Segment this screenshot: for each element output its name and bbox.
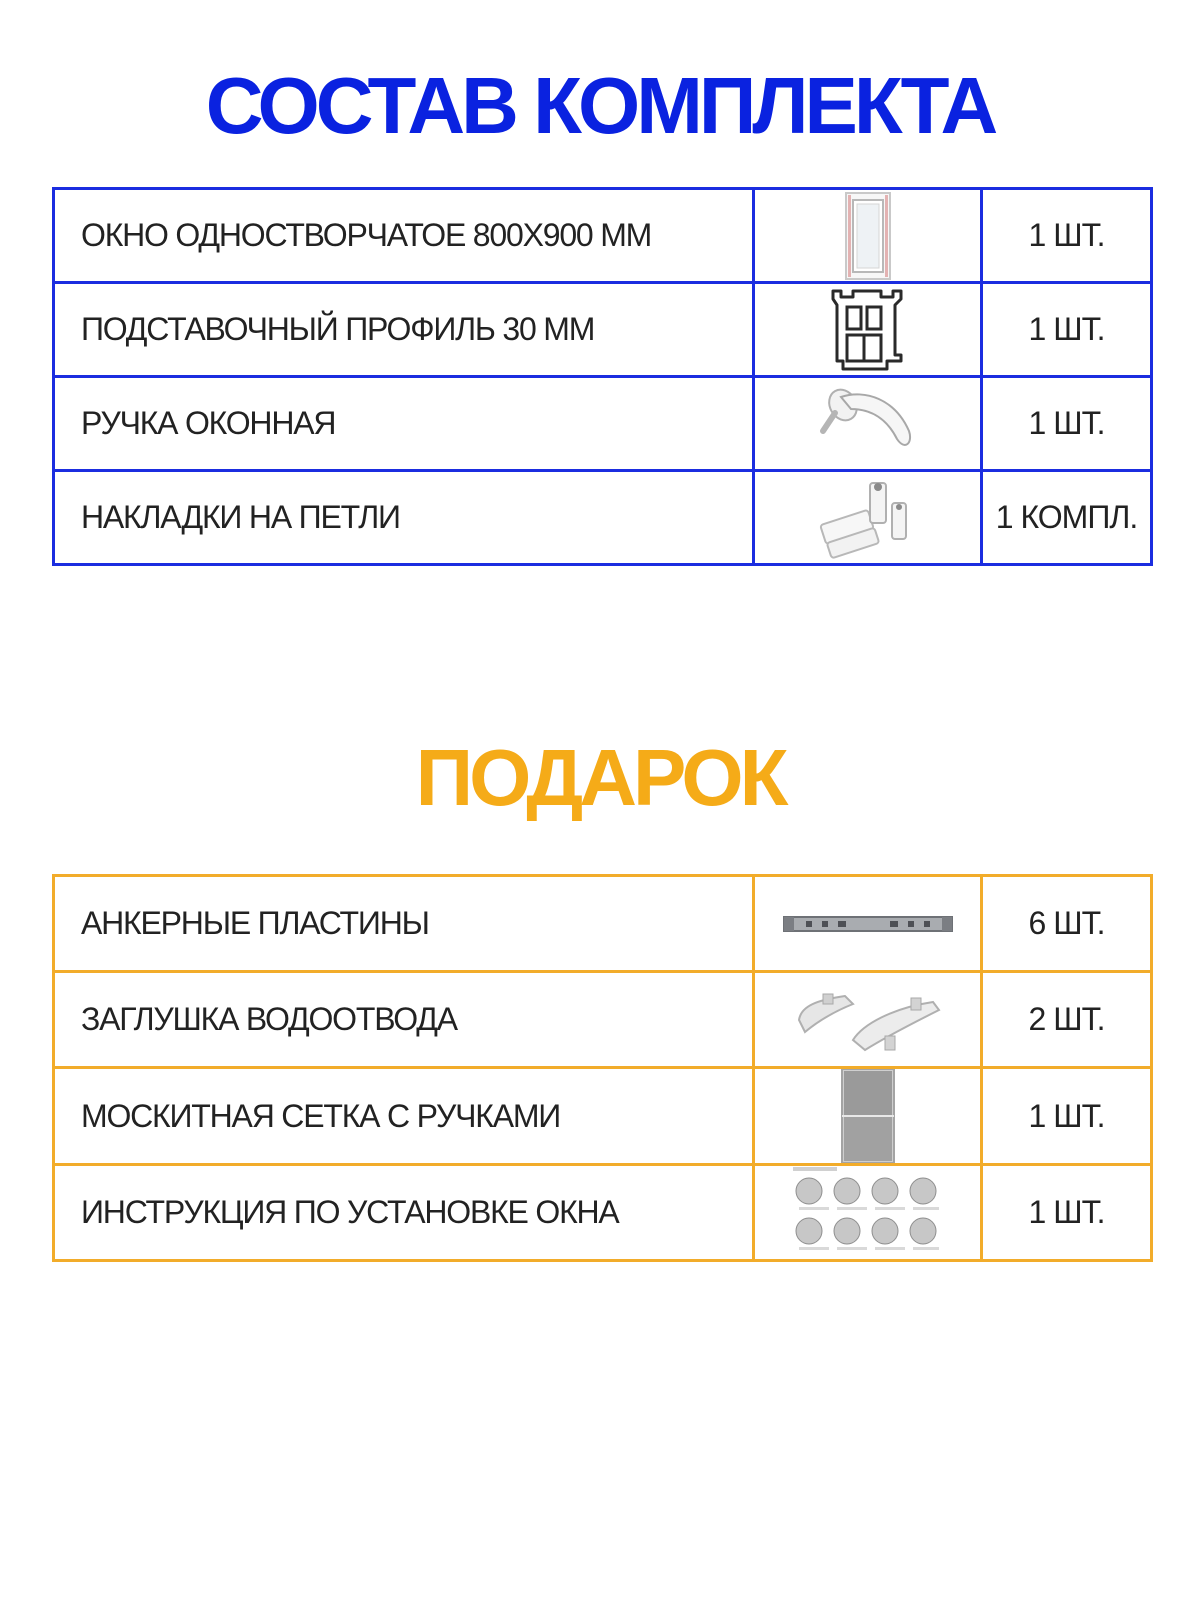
table-row	[54, 283, 1152, 377]
item-qty: 1 ШТ.	[982, 1068, 1152, 1165]
drain-cap-icon	[793, 980, 943, 1060]
item-image	[754, 1068, 982, 1165]
item-image	[754, 972, 982, 1068]
gift-table	[52, 874, 1153, 1262]
window-icon	[843, 191, 893, 281]
profile-icon	[823, 285, 913, 375]
item-image	[754, 377, 982, 471]
item-name: АНКЕРНЫЕ ПЛАСТИНЫ	[54, 876, 754, 972]
table-row	[54, 471, 1152, 565]
item-qty: 1 ШТ.	[982, 1165, 1152, 1261]
item-qty: 1 ШТ.	[982, 283, 1152, 377]
item-qty: 1 ШТ.	[982, 377, 1152, 471]
item-name: ИНСТРУКЦИЯ ПО УСТАНОВКЕ ОКНА	[54, 1165, 754, 1261]
item-name: ЗАГЛУШКА ВОДООТВОДА	[54, 972, 754, 1068]
instruction-icon	[793, 1167, 943, 1259]
item-image	[754, 189, 982, 283]
handle-icon	[813, 379, 923, 469]
kit-table	[52, 187, 1153, 566]
item-name: ПОДСТАВОЧНЫЙ ПРОФИЛЬ 30 ММ	[54, 283, 754, 377]
kit-title: СОСТАВ КОМПЛЕКТА	[205, 61, 995, 150]
gift-title: ПОДАРОК	[415, 733, 785, 822]
anchor-plate-icon	[778, 909, 958, 939]
table-row	[54, 972, 1152, 1068]
item-image	[754, 283, 982, 377]
item-name: НАКЛАДКИ НА ПЕТЛИ	[54, 471, 754, 565]
item-qty: 2 ШТ.	[982, 972, 1152, 1068]
item-name: РУЧКА ОКОННАЯ	[54, 377, 754, 471]
item-name: ОКНО ОДНОСТВОРЧАТОЕ 800Х900 ММ	[54, 189, 754, 283]
table-row	[54, 189, 1152, 283]
table-row	[54, 1068, 1152, 1165]
item-qty: 1 КОМПЛ.	[982, 471, 1152, 565]
item-image	[754, 1165, 982, 1261]
item-name: МОСКИТНАЯ СЕТКА С РУЧКАМИ	[54, 1068, 754, 1165]
hinge-covers-icon	[808, 473, 928, 563]
item-image	[754, 471, 982, 565]
item-qty: 1 ШТ.	[982, 189, 1152, 283]
table-row	[54, 876, 1152, 972]
table-row	[54, 377, 1152, 471]
table-row	[54, 1165, 1152, 1261]
item-image	[754, 876, 982, 972]
mosquito-net-icon	[838, 1069, 898, 1163]
item-qty: 6 ШТ.	[982, 876, 1152, 972]
